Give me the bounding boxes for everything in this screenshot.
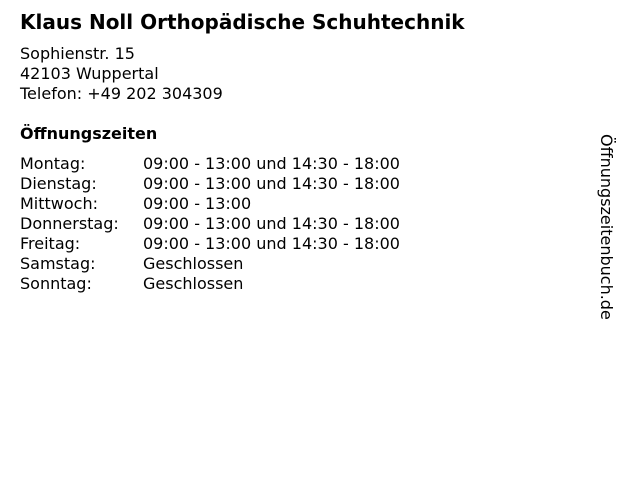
street-address: Sophienstr. 15 [20,44,135,63]
hours-row-thursday [20,214,400,234]
day-label: Donnerstag: [20,214,119,233]
day-label: Mittwoch: [20,194,98,213]
day-label: Freitag: [20,234,81,253]
site-watermark: Öffnungszeitenbuch.de [597,134,616,320]
hours-row-monday [20,154,400,174]
hours-value: 09:00 - 13:00 und 14:30 - 18:00 [143,154,400,173]
business-name: Klaus Noll Orthopädische Schuhtechnik [20,10,465,34]
day-label: Dienstag: [20,174,97,193]
hours-row-sunday [20,274,400,294]
hours-row-tuesday [20,174,400,194]
hours-value: 09:00 - 13:00 und 14:30 - 18:00 [143,214,400,233]
city-address: 42103 Wuppertal [20,64,159,83]
hours-row-wednesday [20,194,400,214]
hours-value: 09:00 - 13:00 und 14:30 - 18:00 [143,234,400,253]
hours-value: Geschlossen [143,254,244,273]
phone-number: Telefon: +49 202 304309 [20,84,223,103]
hours-value: 09:00 - 13:00 [143,194,252,213]
address-block [20,44,223,104]
day-label: Sonntag: [20,274,92,293]
hours-row-saturday [20,254,400,274]
day-label: Samstag: [20,254,96,273]
hours-value: 09:00 - 13:00 und 14:30 - 18:00 [143,174,400,193]
day-label: Montag: [20,154,86,173]
opening-hours-heading: Öffnungszeiten [20,124,158,143]
hours-value: Geschlossen [143,274,244,293]
opening-hours-table [20,154,400,294]
hours-row-friday [20,234,400,254]
